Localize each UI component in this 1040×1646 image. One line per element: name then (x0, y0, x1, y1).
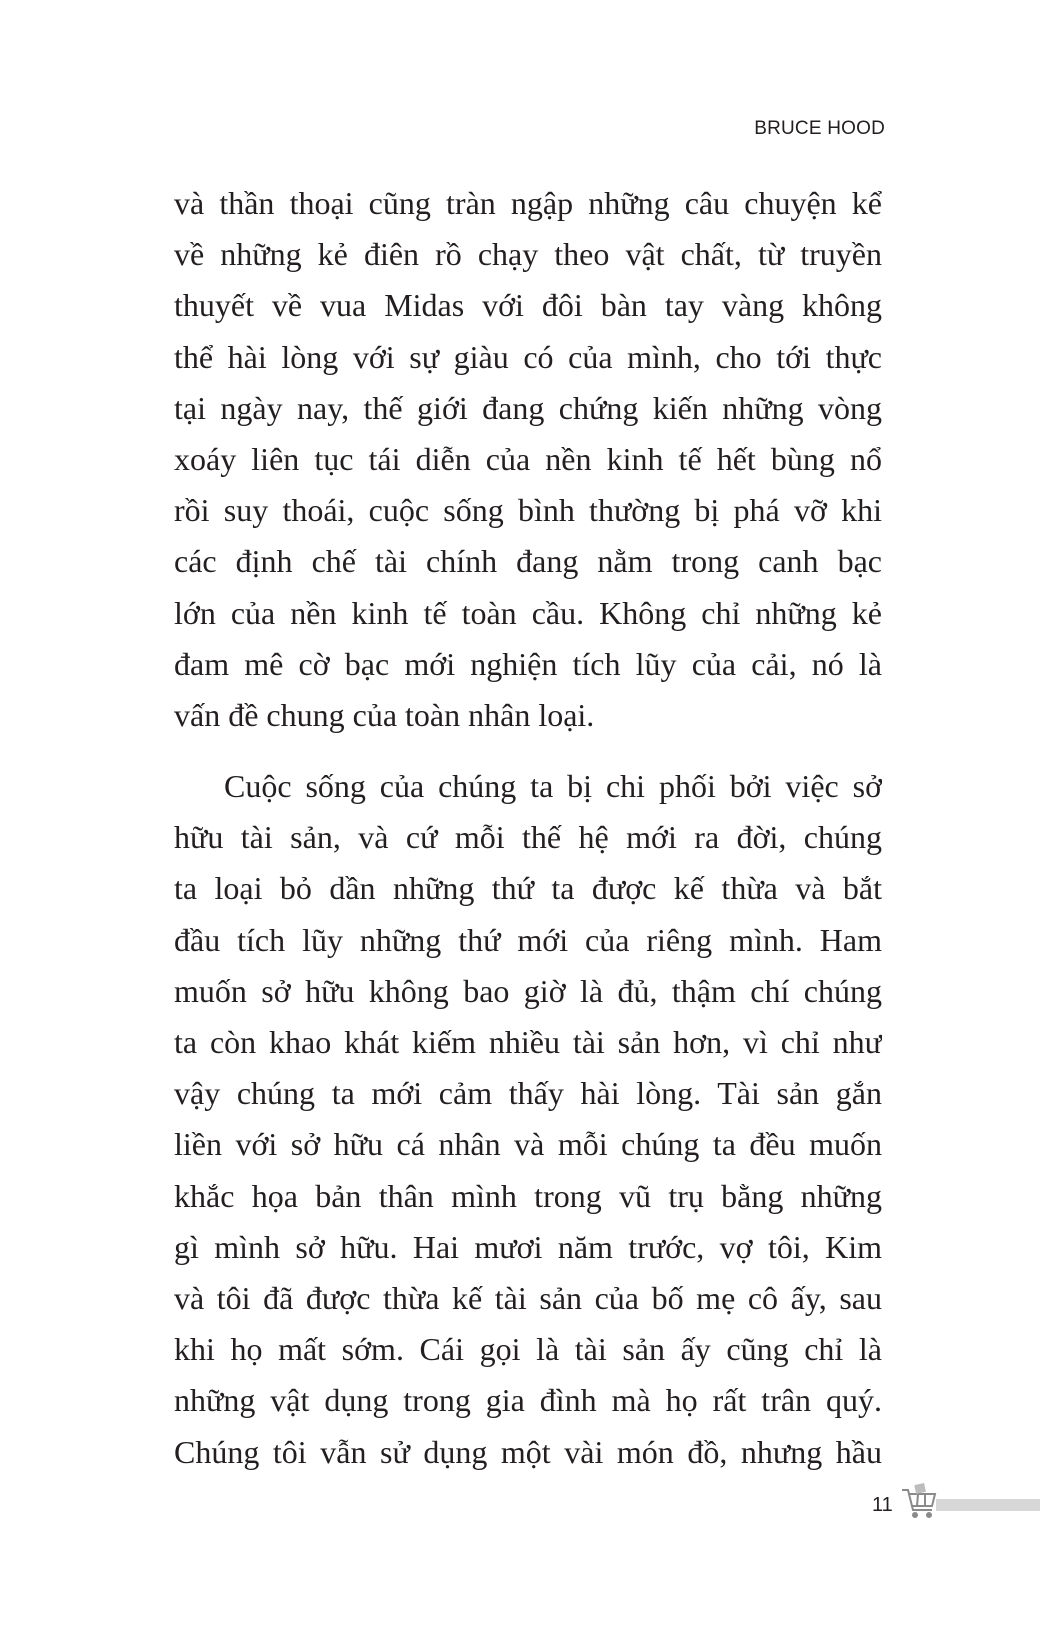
text-line: Chúng tôi vẫn sử dụng một vài món đồ, nhưng hầu (174, 1433, 882, 1470)
text-line: thể hài lòng với sự giàu có của mình, cho tới thực (174, 338, 882, 375)
text-line: các định chế tài chính đang nằm trong canh bạc (174, 543, 882, 580)
text-line: liền với sở hữu cá nhân và mỗi chúng ta đều muốn (174, 1126, 882, 1163)
paragraph (174, 178, 882, 741)
text-line: đam mê cờ bạc mới nghiện tích lũy của cải, nó là (174, 645, 882, 682)
text-line: gì mình sở hữu. Hai mươi năm trước, vợ tôi, Kim (174, 1228, 882, 1265)
text-line: về những kẻ điên rồ chạy theo vật chất, từ truyền (174, 236, 882, 273)
text-line: Cuộc sống của chúng ta bị chi phối bởi việc sở (224, 768, 882, 805)
text-line: đầu tích lũy những thứ mới của riêng mình. Ham (174, 921, 882, 958)
running-header-author: BRUCE HOOD (754, 118, 885, 139)
text-line: và tôi đã được thừa kế tài sản của bố mẹ cô ấy, sau (174, 1279, 882, 1316)
footer-decorative-bar (936, 1499, 1040, 1511)
text-line: rồi suy thoái, cuộc sống bình thường bị phá vỡ khi (174, 492, 882, 529)
text-line: thuyết về vua Midas với đôi bàn tay vàng không (174, 287, 882, 324)
text-line: ta còn khao khát kiếm nhiều tài sản hơn, vì chỉ như (174, 1024, 882, 1060)
body-text (174, 178, 882, 1478)
text-line: vậy chúng ta mới cảm thấy hài lòng. Tài sản gắn (174, 1075, 882, 1112)
text-line: muốn sở hữu không bao giờ là đủ, thậm chí chúng (174, 972, 882, 1009)
paragraph-gap (174, 741, 882, 761)
text-line: tại ngày nay, thế giới đang chứng kiến những vòng (174, 389, 882, 426)
shopping-cart-icon (898, 1480, 940, 1522)
text-line: khắc họa bản thân mình trong vũ trụ bằng những (174, 1177, 882, 1214)
paragraph (174, 761, 882, 1478)
text-line: hữu tài sản, và cứ mỗi thế hệ mới ra đời, chúng (174, 819, 882, 856)
text-line: vấn đề chung của toàn nhân loại. (174, 696, 595, 733)
text-line: khi họ mất sớm. Cái gọi là tài sản ấy cũng chỉ là (174, 1331, 882, 1368)
text-line: những vật dụng trong gia đình mà họ rất trân quý. (174, 1382, 882, 1419)
page-number: 11 (872, 1494, 893, 1516)
text-line: và thần thoại cũng tràn ngập những câu chuyện kể (174, 185, 882, 221)
text-line: lớn của nền kinh tế toàn cầu. Không chỉ những kẻ (174, 594, 882, 631)
text-line: ta loại bỏ dần những thứ ta được kế thừa và bắt (174, 870, 882, 907)
text-line: xoáy liên tục tái diễn của nền kinh tế hết bùng nổ (174, 440, 882, 477)
